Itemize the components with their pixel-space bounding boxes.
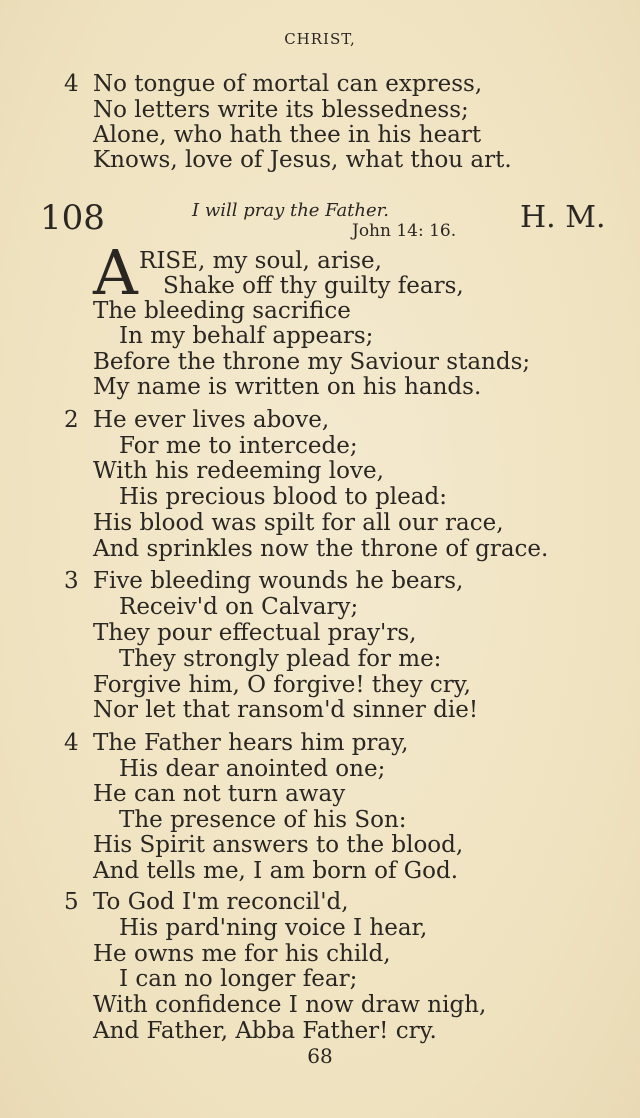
scripture-reference: John 14: 16. bbox=[352, 221, 457, 241]
hymn-title: I will pray the Father. bbox=[192, 200, 390, 221]
verse-line: Receiv'd on Calvary; bbox=[119, 594, 359, 620]
stanza-number: 5 bbox=[64, 889, 79, 915]
verse-line: He ever lives above, bbox=[93, 407, 330, 433]
verse-line: I can no longer fear; bbox=[119, 966, 358, 992]
verse-line: His pard'ning voice I hear, bbox=[119, 915, 428, 941]
verse-line: The Father hears him pray, bbox=[93, 730, 409, 756]
verse-line: Before the throne my Saviour stands; bbox=[93, 349, 531, 375]
stanza-number: 2 bbox=[64, 407, 79, 433]
verse-line: No tongue of mortal can express, bbox=[93, 71, 483, 97]
verse-line: Knows, love of Jesus, what thou art. bbox=[93, 147, 512, 173]
verse-line: He owns me for his child, bbox=[93, 941, 391, 967]
verse-line: With his redeeming love, bbox=[93, 458, 384, 484]
verse-line: No letters write its blessedness; bbox=[93, 97, 469, 123]
stanza-number: 4 bbox=[64, 71, 79, 97]
verse-line: And tells me, I am born of God. bbox=[93, 858, 459, 884]
stanza-number: 3 bbox=[64, 568, 79, 594]
verse-line: His precious blood to plead: bbox=[119, 484, 447, 510]
verse-line: He can not turn away bbox=[93, 781, 346, 807]
verse-line: For me to intercede; bbox=[119, 433, 358, 459]
verse-line: With confidence I now draw nigh, bbox=[93, 992, 487, 1018]
drop-cap: A bbox=[93, 236, 138, 309]
verse-line: They pour effectual pray'rs, bbox=[93, 620, 417, 646]
running-head: CHRIST, bbox=[284, 30, 356, 48]
verse-line: And sprinkles now the throne of grace. bbox=[93, 536, 549, 562]
verse-line: RISE, my soul, arise, bbox=[139, 248, 382, 274]
verse-line: His Spirit answers to the blood, bbox=[93, 832, 464, 858]
hymn-number: 108 bbox=[40, 198, 105, 238]
verse-line: My name is written on his hands. bbox=[93, 374, 482, 400]
hymn-meter: H. M. bbox=[520, 200, 606, 235]
verse-line: And Father, Abba Father! cry. bbox=[93, 1018, 437, 1044]
verse-line: Forgive him, O forgive! they cry, bbox=[93, 672, 471, 698]
verse-line: They strongly plead for me: bbox=[119, 646, 442, 672]
verse-line: Shake off thy guilty fears, bbox=[163, 273, 464, 299]
verse-line: Alone, who hath thee in his heart bbox=[93, 122, 482, 148]
page-number: 68 bbox=[307, 1044, 333, 1068]
verse-line: His dear anointed one; bbox=[119, 756, 386, 782]
verse-line: To God I'm reconcil'd, bbox=[93, 889, 349, 915]
verse-line: Nor let that ransom'd sinner die! bbox=[93, 697, 479, 723]
verse-line: The presence of his Son: bbox=[119, 807, 407, 833]
verse-line: In my behalf appears; bbox=[119, 323, 374, 349]
verse-line: Five bleeding wounds he bears, bbox=[93, 568, 464, 594]
stanza-number: 4 bbox=[64, 730, 79, 756]
verse-line: The bleeding sacrifice bbox=[93, 298, 351, 324]
verse-line: His blood was spilt for all our race, bbox=[93, 510, 504, 536]
